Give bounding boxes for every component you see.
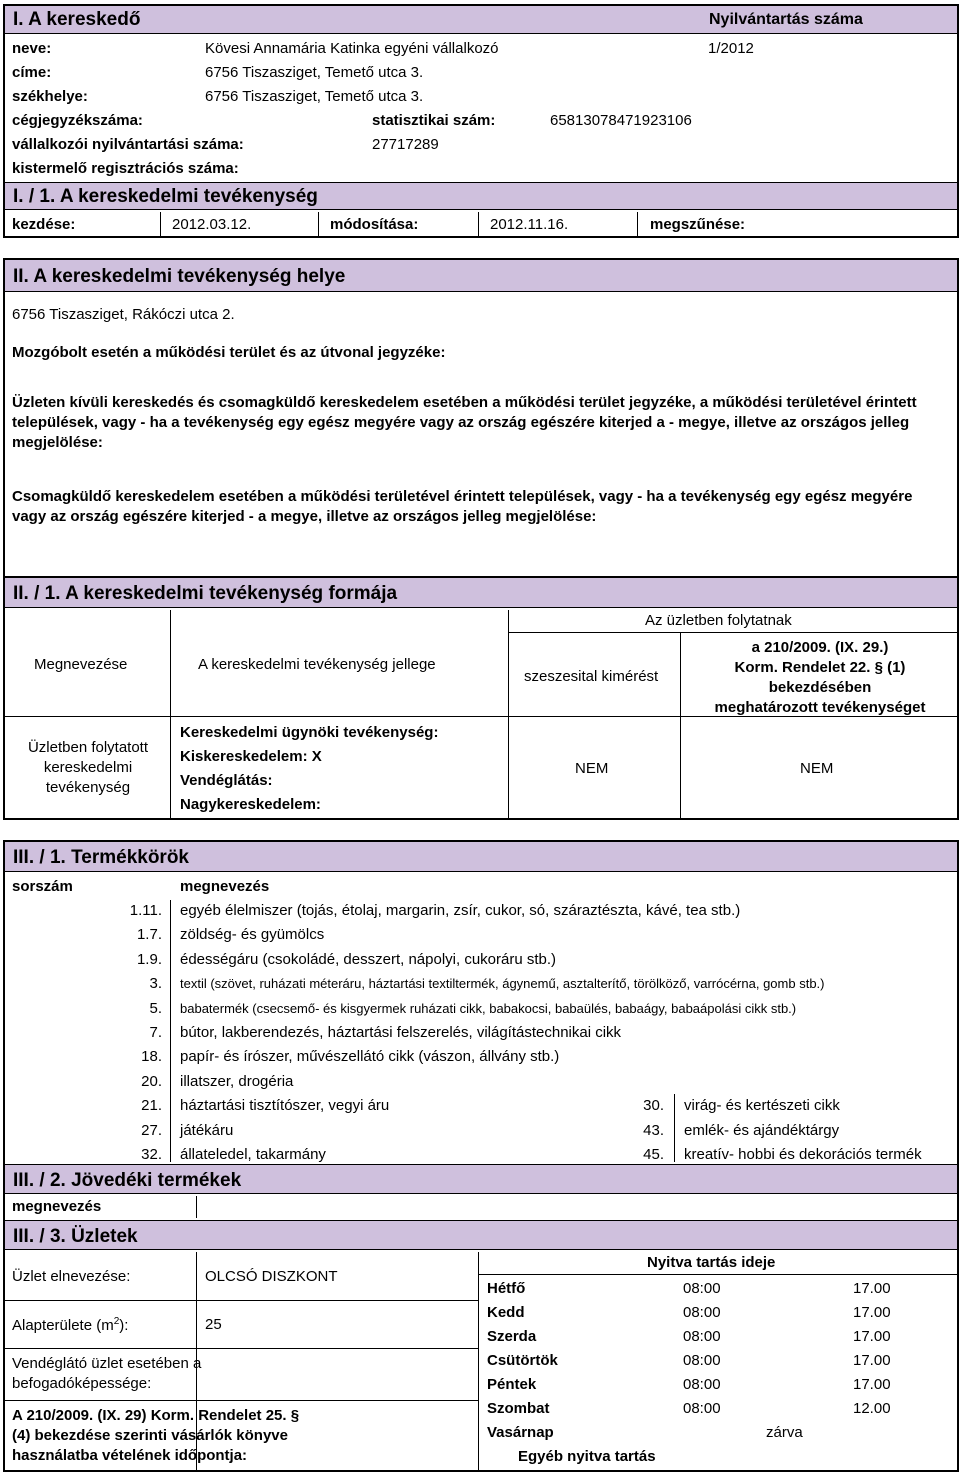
reg-number-label: Nyilvántartás száma bbox=[709, 11, 863, 28]
hours-day: Kedd bbox=[487, 1304, 525, 1321]
col-decree-line-1: a 210/2009. (IX. 29.) bbox=[751, 639, 889, 656]
product-name: papír- és írószer, művészellátó cikk (vászon, állvány stb.) bbox=[180, 1048, 560, 1066]
excise-title: III. / 2. Jövedéki termékek bbox=[13, 1170, 242, 1191]
section-location-title: II. A kereskedelmi tevékenység helye bbox=[13, 266, 346, 287]
section-merchant-title: I. A kereskedő bbox=[13, 9, 141, 30]
section-form-title: II. / 1. A kereskedelmi tevékenység formája bbox=[13, 583, 398, 604]
product-name: emlék- és ajándéktárgy bbox=[684, 1121, 840, 1139]
hours-close: 17.00 bbox=[853, 1304, 891, 1321]
product-name: zöldség- és gyümölcs bbox=[180, 926, 325, 944]
hours-close: 12.00 bbox=[853, 1400, 891, 1417]
product-no: 27. bbox=[141, 1121, 162, 1139]
name-label: neve: bbox=[12, 40, 52, 57]
other-hours-label: Egyéb nyitva tartás bbox=[518, 1448, 656, 1465]
col-decree-header bbox=[682, 638, 958, 718]
start-label: kezdése: bbox=[12, 216, 76, 233]
product-name: virág- és kertészeti cikk bbox=[684, 1097, 840, 1115]
address-label: címe: bbox=[12, 64, 52, 81]
section-form-header bbox=[5, 578, 957, 608]
product-no: 45. bbox=[643, 1146, 664, 1163]
shops-header bbox=[5, 1220, 957, 1250]
hours-day: Hétfő bbox=[487, 1280, 526, 1297]
shop-name-label: Üzlet elnevezése: bbox=[12, 1268, 131, 1285]
product-name: állateledel, takarmány bbox=[180, 1146, 326, 1163]
col-name-header: Megnevezése bbox=[34, 656, 128, 673]
product-no: 7. bbox=[149, 1024, 162, 1041]
decree-value: NEM bbox=[800, 760, 834, 777]
product-no: 30. bbox=[643, 1097, 664, 1115]
product-name: textil (szövet, ruházati méteráru, háztartási textiltermék, ágynemű, asztalterítő, törölköző, varrócérna, gomb stb.) bbox=[180, 976, 825, 992]
mobile-shop-label: Mozgóbolt esetén a működési terület és az útvonal jegyzéke: bbox=[12, 344, 446, 361]
product-name: bútor, lakberendezés, háztartási felszerelés, világítástechnikai cikk bbox=[180, 1024, 622, 1041]
row-name: Üzletben folytatott kereskedelmi tevékenység bbox=[27, 739, 149, 796]
location-address: 6756 Tiszasziget, Rákóczi utca 2. bbox=[12, 306, 235, 323]
hours-open: 08:00 bbox=[683, 1328, 721, 1345]
product-no: 5. bbox=[149, 999, 162, 1017]
hours-open: 08:00 bbox=[683, 1352, 721, 1369]
nature-wholesale: Nagykereskedelem: bbox=[180, 796, 321, 813]
excise-label: megnevezés bbox=[12, 1198, 102, 1215]
activity-title: I. / 1. A kereskedelmi tevékenység bbox=[13, 186, 318, 207]
section-products-title: III. / 1. Termékkörök bbox=[13, 847, 190, 868]
seat-value: 6756 Tiszasziget, Temető utca 3. bbox=[205, 88, 424, 105]
hours-open: 08:00 bbox=[683, 1400, 721, 1417]
col-decree-line-2: Korm. Rendelet 22. § (1) bbox=[734, 659, 906, 676]
product-no: 1.11. bbox=[129, 902, 162, 919]
excise-header bbox=[5, 1164, 957, 1194]
product-name: háztartási tisztítószer, vegyi áru bbox=[180, 1097, 390, 1115]
hours-close: 17.00 bbox=[853, 1328, 891, 1345]
product-name: babatermék (csecsemő- és kisgyermek ruházati cikk, babakocsi, babaülés, babaágy, babaápolási cikk stb.) bbox=[180, 1000, 797, 1016]
product-no: 3. bbox=[149, 975, 162, 993]
stat-value: 65813078471923106 bbox=[550, 112, 692, 129]
col-no-header: sorszám bbox=[12, 878, 73, 895]
hours-open: 08:00 bbox=[683, 1304, 721, 1321]
complaint-book-2: (4) bekezdése szerinti vásárlók könyve bbox=[12, 1427, 288, 1444]
product-name: kreatív- hobbi és dekorációs termék bbox=[684, 1146, 922, 1163]
col-decree-line-4: meghatározott tevékenységet bbox=[714, 699, 926, 716]
product-no: 1.9. bbox=[136, 950, 162, 968]
hours-close: 17.00 bbox=[853, 1376, 891, 1393]
capacity-label-2: befogadóképessége: bbox=[12, 1375, 152, 1392]
complaint-book-label bbox=[12, 1406, 299, 1466]
col-decree-line-3: bekezdésében bbox=[768, 679, 872, 696]
mailorder-text: Csomagküldő kereskedelem esetében a működési területével érintett települések, vagy - ha a tevékenység egy egész megyére vagy az ország egészére kiterjed - a megye, illetve az országos jelleg megjelölése: bbox=[12, 488, 913, 525]
complaint-book-1: A 210/2009. (IX. 29) Korm. Rendelet 25. § bbox=[12, 1407, 300, 1424]
shops-title: III. / 3. Üzletek bbox=[13, 1226, 138, 1247]
sunday-value: zárva bbox=[766, 1424, 803, 1441]
hours-title: Nyitva tartás ideje bbox=[647, 1254, 776, 1271]
hours-day: Szerda bbox=[487, 1328, 537, 1345]
hours-close: 17.00 bbox=[853, 1352, 891, 1369]
area-label-text: Alapterülete (m bbox=[12, 1317, 114, 1334]
col-product-header: megnevezés bbox=[180, 878, 270, 895]
hours-open: 08:00 bbox=[683, 1376, 721, 1393]
nature-retail: Kiskereskedelem: X bbox=[180, 748, 322, 765]
name-value: Kövesi Annamária Katinka egyéni vállalkozó bbox=[205, 40, 499, 57]
end-label: megszűnése: bbox=[650, 216, 746, 233]
shop-name-value: OLCSÓ DISZKONT bbox=[205, 1268, 338, 1285]
mod-label: módosítása: bbox=[330, 216, 419, 233]
nature-catering: Vendéglátás: bbox=[180, 772, 273, 789]
activity-header bbox=[5, 182, 957, 210]
product-no: 1.7. bbox=[136, 926, 162, 944]
producer-label: kistermelő regisztrációs száma: bbox=[12, 160, 239, 177]
hours-day: Péntek bbox=[487, 1376, 537, 1393]
sunday-label: Vasárnap bbox=[487, 1424, 554, 1441]
area-value: 25 bbox=[205, 1316, 222, 1333]
product-no: 32. bbox=[141, 1146, 162, 1163]
area-label-sup: 2 bbox=[113, 1316, 120, 1327]
hours-close: 17.00 bbox=[853, 1280, 891, 1297]
seat-label: székhelye: bbox=[12, 88, 88, 105]
hours-day: Csütörtök bbox=[487, 1352, 558, 1369]
complaint-book-3: használatba vételének időpontja: bbox=[12, 1447, 248, 1464]
product-no: 18. bbox=[141, 1048, 162, 1066]
nature-agent: Kereskedelmi ügynöki tevékenység: bbox=[180, 724, 439, 741]
product-no: 20. bbox=[141, 1072, 162, 1090]
alcohol-value: NEM bbox=[575, 760, 609, 777]
area-label-tail: ): bbox=[119, 1317, 129, 1334]
hours-day: Szombat bbox=[487, 1400, 550, 1417]
product-name: játékáru bbox=[180, 1121, 234, 1139]
product-no: 43. bbox=[643, 1121, 664, 1139]
section-location-header bbox=[5, 260, 957, 292]
entrepreneur-value: 27717289 bbox=[372, 136, 439, 153]
company-reg-label: cégjegyzékszáma: bbox=[12, 112, 143, 129]
section-products-header bbox=[5, 842, 957, 872]
capacity-label-1: Vendéglátó üzlet esetében a bbox=[12, 1355, 202, 1372]
stat-label: statisztikai szám: bbox=[372, 112, 496, 129]
outside-trade-text: Üzleten kívüli kereskedés és csomagküldő kereskedelem esetében a működési terület jegyzéke, a működési területével érintett települések, vagy - ha a tevékenység egy egész megyére vagy az ország egészére kiterjed a - megye, illetve az országos jelleg megjelölése: bbox=[12, 394, 917, 451]
reg-number-value: 1/2012 bbox=[708, 40, 754, 57]
section-merchant-header bbox=[5, 6, 957, 34]
product-name: egyéb élelmiszer (tojás, étolaj, margarin, zsír, cukor, só, száraztészta, kávé, tea stb.) bbox=[180, 902, 741, 919]
col-store-group-header: Az üzletben folytatnak bbox=[645, 612, 792, 629]
area-label bbox=[12, 1316, 128, 1334]
address-value: 6756 Tiszasziget, Temető utca 3. bbox=[205, 64, 424, 81]
entrepreneur-label: vállalkozói nyilvántartási száma: bbox=[12, 136, 244, 153]
col-alcohol-header: szeszesital kimérést bbox=[524, 668, 659, 685]
hours-open: 08:00 bbox=[683, 1280, 721, 1297]
col-nature-header: A kereskedelmi tevékenység jellege bbox=[198, 656, 436, 673]
start-value: 2012.03.12. bbox=[172, 216, 252, 233]
mod-value: 2012.11.16. bbox=[490, 216, 569, 233]
capacity-label bbox=[12, 1354, 201, 1394]
product-name: illatszer, drogéria bbox=[180, 1072, 294, 1090]
product-no: 21. bbox=[141, 1097, 162, 1115]
product-name: édességáru (csokoládé, desszert, nápolyi, cukoráru stb.) bbox=[180, 950, 557, 968]
